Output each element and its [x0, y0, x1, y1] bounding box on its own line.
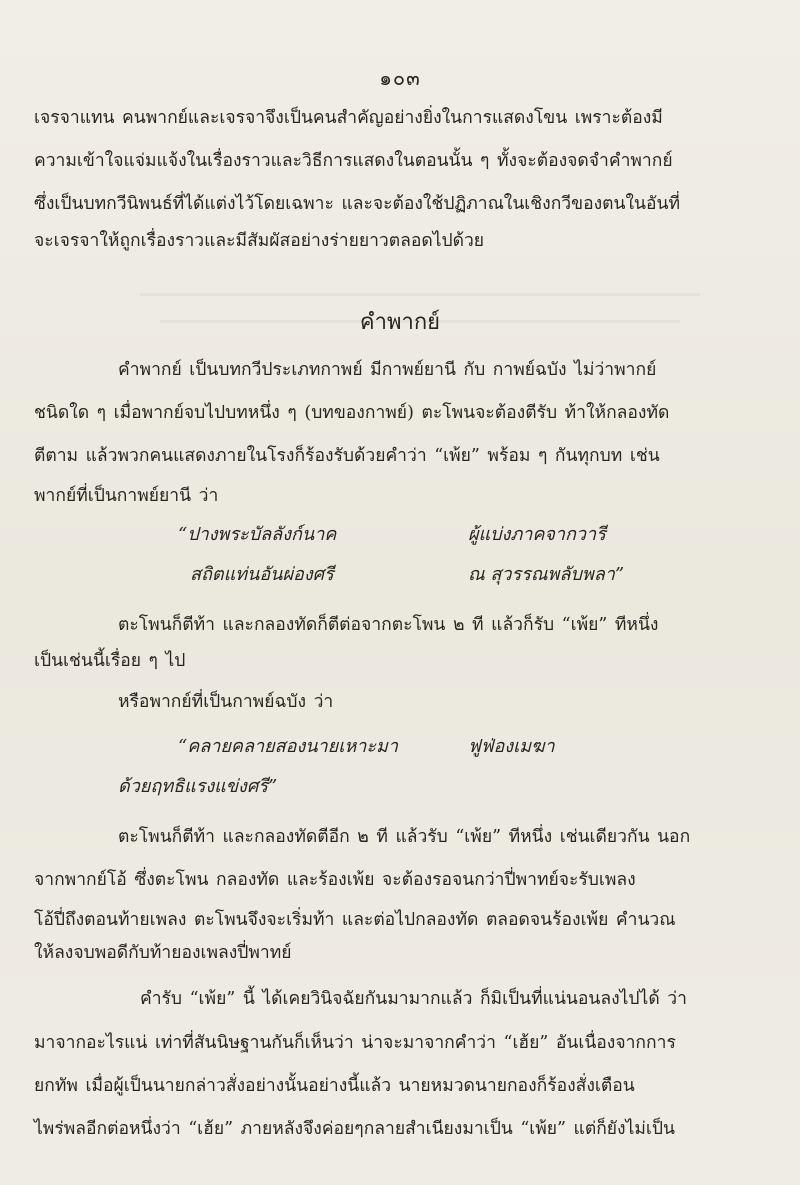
paragraph-line: ตะโพนก็ตีท้า และกลองทัดตีอีก ๒ ที แล้วรับ “เพ้ย” ทีหนึ่ง เช่นเดียวกัน นอก [118, 827, 691, 847]
verse-line: สถิตแท่นอันผ่องศรี [190, 564, 334, 585]
verse-line: “ปางพระบัลลังก์นาค [178, 524, 337, 545]
paragraph-line: ตีตาม แล้วพวกคนแสดงภายในโรงก็ร้องรับด้วยคำว่า “เพ้ย” พร้อม ๆ กันทุกบท เช่น [34, 446, 660, 466]
paragraph-line: คำพากย์ เป็นบทกวีประเภทกาพย์ มีกาพย์ยานี กับ กาพย์ฉบัง ไม่ว่าพากย์ [118, 360, 657, 380]
paragraph-line: จะเจรจาให้ถูกเรื่องราวและมีสัมผัสอย่างร่ายยาวตลอดไปด้วย [34, 231, 485, 251]
section-heading: คำพากย์ [359, 310, 441, 335]
page-number: ๑๐๓ [379, 66, 421, 90]
bleed-through-mark [140, 293, 700, 296]
verse-line: ผู้แบ่งภาคจากวารี [468, 524, 606, 545]
paragraph-line: หรือพากย์ที่เป็นกาพย์ฉบัง ว่า [118, 692, 334, 712]
paragraph-line: ความเข้าใจแจ่มแจ้งในเรื่องราวและวิธีการแสดงในตอนนั้น ๆ ทั้งจะต้องจดจำคำพากย์ [34, 151, 673, 171]
paragraph-line: ซึ่งเป็นบทกวีนิพนธ์ที่ได้แต่งไว้โดยเฉพาะ และจะต้องใช้ปฏิภาณในเชิงกวีของตนในอันที่ [34, 194, 680, 214]
paragraph-line: เป็นเช่นนี้เรื่อย ๆ ไป [34, 651, 186, 671]
paragraph-line: ไพร่พลอีกต่อหนึ่งว่า “เฮ้ย” ภายหลังจึงค่อยๆกลายสำเนียงมาเป็น “เพ้ย” แต่ก็ยังไม่เป็น [34, 1119, 675, 1139]
paragraph-line: โอ้ปี่ถึงตอนท้ายเพลง ตะโพนจึงจะเริ่มท้า และต่อไปกลองทัด ตลอดจนร้องเพ้ย คำนวณ [34, 910, 676, 930]
verse-line: “คลายคลายสองนายเหาะมา [178, 736, 398, 757]
verse-line: ด้วยฤทธิแรงแข่งศรี” [118, 776, 278, 797]
verse-line: ฟูฟ่องเมฆา [468, 736, 555, 757]
paragraph-line: ตะโพนก็ตีท้า และกลองทัดก็ตีต่อจากตะโพน ๒ ที แล้วก็รับ “เพ้ย” ทีหนึ่ง [118, 615, 659, 635]
paragraph-line: เจรจาแทน คนพากย์และเจรจาจึงเป็นคนสำคัญอย่างยิ่งในการแสดงโขน เพราะต้องมี [34, 108, 663, 128]
paragraph-line: จากพากย์โอ้ ซึ่งตะโพน กลองทัด และร้องเพ้ย จะต้องรอจนกว่าปี่พาทย์จะรับเพลง [34, 870, 636, 890]
paragraph-line: พากย์ที่เป็นกาพย์ยานี ว่า [34, 486, 219, 506]
verse-line: ณ สุวรรณพลับพลา” [468, 564, 625, 585]
paragraph-line: ยกทัพ เมื่อผู้เป็นนายกล่าวสั่งอย่างนั้นอย่างนี้แล้ว นายหมวดนายกองก็ร้องสั่งเตือน [34, 1076, 635, 1096]
paragraph-line: มาจากอะไรแน่ เท่าที่สันนิษฐานกันก็เห็นว่า น่าจะมาจากคำว่า “เฮ้ย” อันเนื่องจากการ [34, 1033, 676, 1053]
paragraph-line: คำรับ “เพ้ย” นี้ ได้เคยวินิจฉัยกันมามากแล้ว ก็มิเป็นที่แน่นอนลงไปได้ ว่า [140, 989, 687, 1009]
paragraph-line: ให้ลงจบพอดีกับท้ายองเพลงปี่พาทย์ [34, 943, 292, 963]
paragraph-line: ชนิดใด ๆ เมื่อพากย์จบไปบทหนึ่ง ๆ (บทของกาพย์) ตะโพนจะต้องตีรับ ท้าให้กลองทัด [34, 403, 670, 423]
